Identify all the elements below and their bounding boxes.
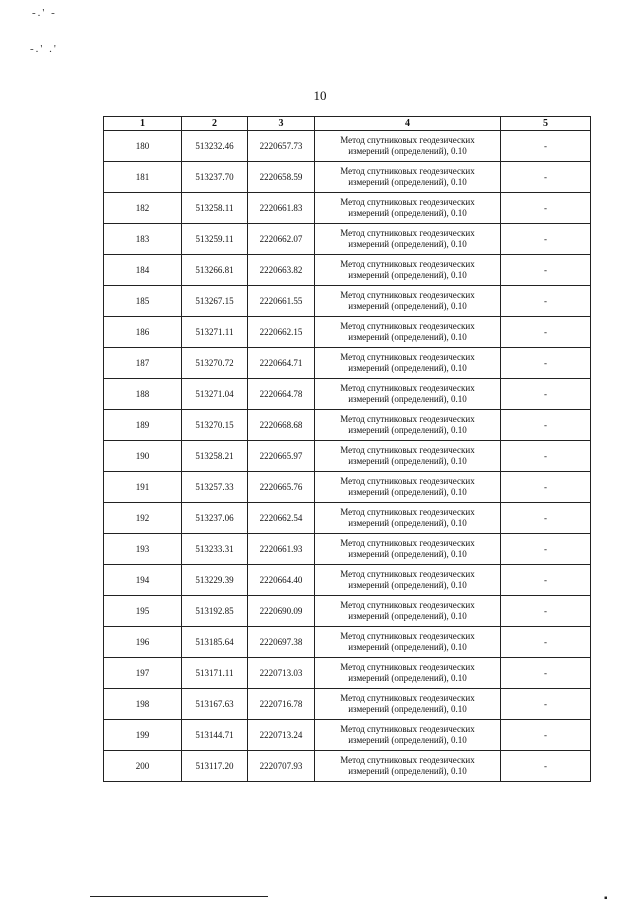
table-row [104, 720, 591, 751]
cell-y-coordinate: 2220662.07 [248, 224, 315, 255]
cell-x-coordinate: 513171.11 [182, 658, 248, 689]
cell-note: - [501, 255, 591, 286]
cell-x-coordinate: 513259.11 [182, 224, 248, 255]
cell-point-number: 182 [104, 193, 182, 224]
cell-method [315, 286, 501, 317]
cell-method [315, 534, 501, 565]
method-line-2: измерений (определений), 0.10 [348, 487, 467, 497]
cell-x-coordinate: 513144.71 [182, 720, 248, 751]
method-line-2: измерений (определений), 0.10 [348, 270, 467, 280]
method-line-1: Метод спутниковых геодезических [340, 476, 475, 486]
method-line-1: Метод спутниковых геодезических [340, 228, 475, 238]
method-line-1: Метод спутниковых геодезических [340, 693, 475, 703]
cell-y-coordinate: 2220664.78 [248, 379, 315, 410]
method-line-2: измерений (определений), 0.10 [348, 332, 467, 342]
cell-x-coordinate: 513117.20 [182, 751, 248, 782]
cell-y-coordinate: 2220716.78 [248, 689, 315, 720]
table-row [104, 348, 591, 379]
cell-method [315, 131, 501, 162]
table-row [104, 441, 591, 472]
cell-point-number: 183 [104, 224, 182, 255]
cell-point-number: 189 [104, 410, 182, 441]
cell-point-number: 190 [104, 441, 182, 472]
cell-x-coordinate: 513233.31 [182, 534, 248, 565]
header-col-4: 4 [315, 117, 501, 131]
table-row [104, 596, 591, 627]
cell-y-coordinate: 2220661.83 [248, 193, 315, 224]
table-row [104, 658, 591, 689]
method-line-1: Метод спутниковых геодезических [340, 197, 475, 207]
table-row [104, 503, 591, 534]
cell-x-coordinate: 513270.72 [182, 348, 248, 379]
cell-x-coordinate: 513258.11 [182, 193, 248, 224]
cell-note: - [501, 627, 591, 658]
table-row [104, 627, 591, 658]
cell-x-coordinate: 513270.15 [182, 410, 248, 441]
table-row [104, 689, 591, 720]
cell-x-coordinate: 513267.15 [182, 286, 248, 317]
cell-y-coordinate: 2220658.59 [248, 162, 315, 193]
method-line-2: измерений (определений), 0.10 [348, 766, 467, 776]
cell-point-number: 200 [104, 751, 182, 782]
cell-note: - [501, 410, 591, 441]
cell-method [315, 689, 501, 720]
cell-method [315, 751, 501, 782]
table-row [104, 472, 591, 503]
cell-x-coordinate: 513257.33 [182, 472, 248, 503]
cell-note: - [501, 193, 591, 224]
table-header [104, 117, 591, 131]
cell-y-coordinate: 2220690.09 [248, 596, 315, 627]
method-line-1: Метод спутниковых геодезических [340, 755, 475, 765]
cell-point-number: 186 [104, 317, 182, 348]
cell-note: - [501, 317, 591, 348]
table-row [104, 255, 591, 286]
cell-y-coordinate: 2220707.93 [248, 751, 315, 782]
method-line-1: Метод спутниковых геодезических [340, 321, 475, 331]
cell-method [315, 255, 501, 286]
cell-note: - [501, 472, 591, 503]
cell-x-coordinate: 513185.64 [182, 627, 248, 658]
method-line-2: измерений (определений), 0.10 [348, 704, 467, 714]
cell-y-coordinate: 2220657.73 [248, 131, 315, 162]
method-line-2: измерений (определений), 0.10 [348, 549, 467, 559]
cell-y-coordinate: 2220665.76 [248, 472, 315, 503]
scan-artifact-upper: -.' .' [30, 43, 58, 55]
method-line-1: Метод спутниковых геодезических [340, 507, 475, 517]
method-line-2: измерений (определений), 0.10 [348, 673, 467, 683]
cell-note: - [501, 751, 591, 782]
method-line-1: Метод спутниковых геодезических [340, 135, 475, 145]
cell-method [315, 627, 501, 658]
table-row [104, 751, 591, 782]
cell-point-number: 185 [104, 286, 182, 317]
table-row [104, 193, 591, 224]
method-line-1: Метод спутниковых геодезических [340, 414, 475, 424]
cell-point-number: 194 [104, 565, 182, 596]
table-row [104, 565, 591, 596]
table-row [104, 317, 591, 348]
page-number: 10 [313, 88, 327, 103]
method-line-1: Метод спутниковых геодезических [340, 352, 475, 362]
table-body [104, 131, 591, 782]
cell-y-coordinate: 2220663.82 [248, 255, 315, 286]
cell-note: - [501, 162, 591, 193]
method-line-2: измерений (определений), 0.10 [348, 363, 467, 373]
cell-note: - [501, 348, 591, 379]
cell-method [315, 162, 501, 193]
method-line-1: Метод спутниковых геодезических [340, 662, 475, 672]
cell-point-number: 193 [104, 534, 182, 565]
cell-note: - [501, 565, 591, 596]
cell-point-number: 191 [104, 472, 182, 503]
scan-artifact-bottom: ▪ [604, 893, 608, 904]
cell-note: - [501, 658, 591, 689]
method-line-1: Метод спутниковых геодезических [340, 290, 475, 300]
footnote-divider [90, 896, 268, 897]
cell-point-number: 187 [104, 348, 182, 379]
cell-method [315, 410, 501, 441]
header-row [104, 117, 591, 131]
cell-point-number: 199 [104, 720, 182, 751]
cell-method [315, 317, 501, 348]
table-row [104, 162, 591, 193]
cell-y-coordinate: 2220668.68 [248, 410, 315, 441]
cell-x-coordinate: 513232.46 [182, 131, 248, 162]
cell-x-coordinate: 513266.81 [182, 255, 248, 286]
method-line-1: Метод спутниковых геодезических [340, 383, 475, 393]
cell-point-number: 180 [104, 131, 182, 162]
method-line-2: измерений (определений), 0.10 [348, 425, 467, 435]
cell-note: - [501, 503, 591, 534]
cell-point-number: 181 [104, 162, 182, 193]
table-row [104, 410, 591, 441]
cell-x-coordinate: 513229.39 [182, 565, 248, 596]
method-line-2: измерений (определений), 0.10 [348, 735, 467, 745]
method-line-1: Метод спутниковых геодезических [340, 445, 475, 455]
cell-y-coordinate: 2220665.97 [248, 441, 315, 472]
cell-method [315, 472, 501, 503]
method-line-1: Метод спутниковых геодезических [340, 631, 475, 641]
method-line-2: измерений (определений), 0.10 [348, 518, 467, 528]
method-line-2: измерений (определений), 0.10 [348, 394, 467, 404]
cell-point-number: 192 [104, 503, 182, 534]
method-line-2: измерений (определений), 0.10 [348, 239, 467, 249]
table-row [104, 534, 591, 565]
cell-y-coordinate: 2220713.03 [248, 658, 315, 689]
method-line-2: измерений (определений), 0.10 [348, 208, 467, 218]
method-line-1: Метод спутниковых геодезических [340, 600, 475, 610]
cell-method [315, 503, 501, 534]
cell-method [315, 596, 501, 627]
cell-note: - [501, 534, 591, 565]
cell-y-coordinate: 2220662.54 [248, 503, 315, 534]
cell-note: - [501, 689, 591, 720]
cell-x-coordinate: 513271.04 [182, 379, 248, 410]
cell-note: - [501, 224, 591, 255]
table-row [104, 286, 591, 317]
header-col-3: 3 [248, 117, 315, 131]
cell-x-coordinate: 513237.70 [182, 162, 248, 193]
method-line-2: измерений (определений), 0.10 [348, 177, 467, 187]
cell-method [315, 441, 501, 472]
method-line-2: измерений (определений), 0.10 [348, 611, 467, 621]
scan-artifact-top: -.' - [32, 7, 57, 19]
cell-x-coordinate: 513271.11 [182, 317, 248, 348]
cell-point-number: 195 [104, 596, 182, 627]
cell-point-number: 184 [104, 255, 182, 286]
cell-note: - [501, 720, 591, 751]
table-row [104, 379, 591, 410]
method-line-1: Метод спутниковых геодезических [340, 166, 475, 176]
cell-method [315, 565, 501, 596]
table-row [104, 224, 591, 255]
method-line-1: Метод спутниковых геодезических [340, 259, 475, 269]
method-line-2: измерений (определений), 0.10 [348, 580, 467, 590]
cell-note: - [501, 286, 591, 317]
cell-y-coordinate: 2220662.15 [248, 317, 315, 348]
cell-y-coordinate: 2220697.38 [248, 627, 315, 658]
cell-x-coordinate: 513258.21 [182, 441, 248, 472]
cell-note: - [501, 596, 591, 627]
cell-y-coordinate: 2220664.40 [248, 565, 315, 596]
cell-y-coordinate: 2220661.93 [248, 534, 315, 565]
cell-x-coordinate: 513167.63 [182, 689, 248, 720]
coordinates-table [103, 116, 591, 782]
cell-method [315, 348, 501, 379]
header-col-5: 5 [501, 117, 591, 131]
method-line-1: Метод спутниковых геодезических [340, 538, 475, 548]
cell-x-coordinate: 513192.85 [182, 596, 248, 627]
method-line-2: измерений (определений), 0.10 [348, 146, 467, 156]
cell-method [315, 720, 501, 751]
method-line-2: измерений (определений), 0.10 [348, 642, 467, 652]
table-row [104, 131, 591, 162]
cell-point-number: 197 [104, 658, 182, 689]
method-line-2: измерений (определений), 0.10 [348, 301, 467, 311]
method-line-1: Метод спутниковых геодезических [340, 724, 475, 734]
cell-y-coordinate: 2220661.55 [248, 286, 315, 317]
cell-method [315, 193, 501, 224]
cell-note: - [501, 441, 591, 472]
header-col-2: 2 [182, 117, 248, 131]
cell-point-number: 188 [104, 379, 182, 410]
cell-point-number: 196 [104, 627, 182, 658]
cell-point-number: 198 [104, 689, 182, 720]
method-line-1: Метод спутниковых геодезических [340, 569, 475, 579]
cell-y-coordinate: 2220664.71 [248, 348, 315, 379]
cell-note: - [501, 379, 591, 410]
method-line-2: измерений (определений), 0.10 [348, 456, 467, 466]
cell-method [315, 379, 501, 410]
header-col-1: 1 [104, 117, 182, 131]
cell-y-coordinate: 2220713.24 [248, 720, 315, 751]
cell-note: - [501, 131, 591, 162]
cell-x-coordinate: 513237.06 [182, 503, 248, 534]
cell-method [315, 658, 501, 689]
cell-method [315, 224, 501, 255]
